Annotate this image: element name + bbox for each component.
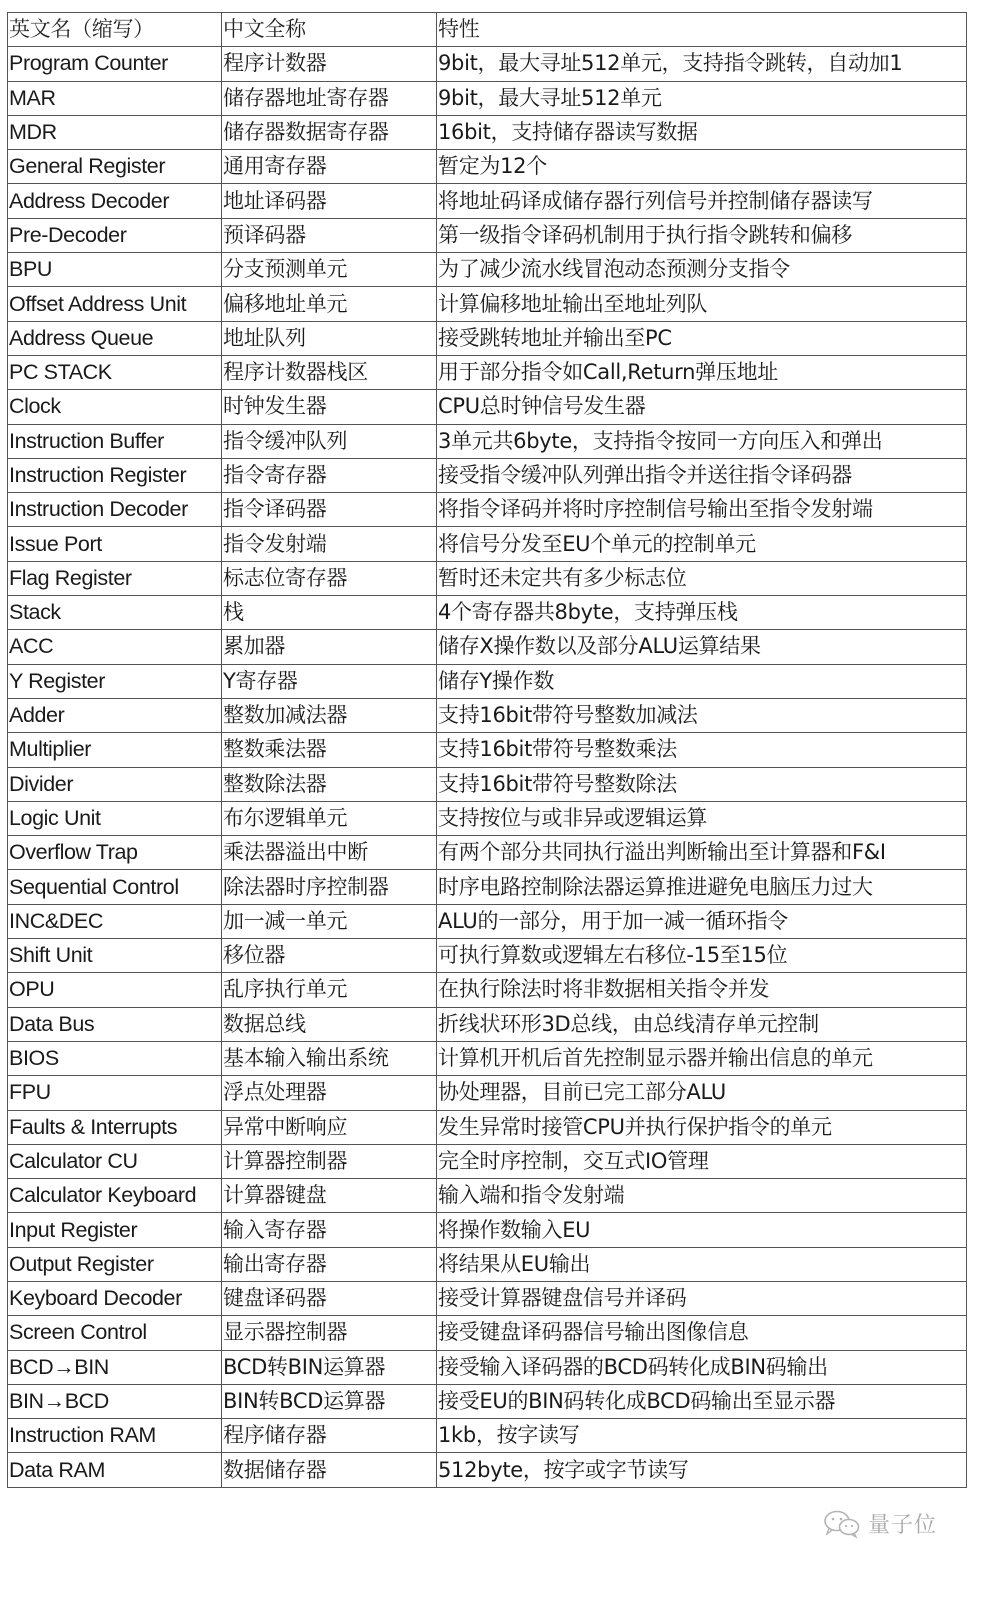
cell-english-name: PC STACK xyxy=(8,355,222,389)
cell-features: 为了减少流水线冒泡动态预测分支指令 xyxy=(437,253,967,287)
cell-english-name: Multiplier xyxy=(8,733,222,767)
table-row xyxy=(8,1041,967,1075)
cell-chinese-name: 累加器 xyxy=(222,630,437,664)
cell-chinese-name: 布尔逻辑单元 xyxy=(222,801,437,835)
cell-chinese-name: 计算器控制器 xyxy=(222,1144,437,1178)
cell-features: 协处理器，目前已完工部分ALU xyxy=(437,1076,967,1110)
table-row xyxy=(8,287,967,321)
cell-features: 支持16bit带符号整数除法 xyxy=(437,767,967,801)
watermark-text: 量子位 xyxy=(868,1513,938,1538)
cell-chinese-name: 地址队列 xyxy=(222,321,437,355)
cell-features: 时序电路控制除法器运算推进避免电脑压力过大 xyxy=(437,870,967,904)
cell-english-name: ACC xyxy=(8,630,222,664)
cell-features: 储存Y操作数 xyxy=(437,664,967,698)
cell-features: 9bit，最大寻址512单元 xyxy=(437,81,967,115)
table-row xyxy=(8,1110,967,1144)
cell-english-name: BPU xyxy=(8,253,222,287)
cell-chinese-name: 移位器 xyxy=(222,939,437,973)
cell-chinese-name: BIN转BCD运算器 xyxy=(222,1384,437,1418)
cell-features: 512byte，按字或字节读写 xyxy=(437,1453,967,1487)
table-row xyxy=(8,733,967,767)
cell-features: 计算偏移地址输出至地址列队 xyxy=(437,287,967,321)
table-row xyxy=(8,767,967,801)
cell-chinese-name: 预译码器 xyxy=(222,218,437,252)
cell-features: 计算机开机后首先控制显示器并输出信息的单元 xyxy=(437,1041,967,1075)
cell-english-name: Program Counter xyxy=(8,47,222,81)
cell-chinese-name: 指令缓冲队列 xyxy=(222,424,437,458)
table-row xyxy=(8,1281,967,1315)
cell-english-name: Flag Register xyxy=(8,561,222,595)
cell-english-name: BCD→BIN xyxy=(8,1350,222,1384)
table-row xyxy=(8,1179,967,1213)
cell-english-name: Y Register xyxy=(8,664,222,698)
cell-chinese-name: 指令译码器 xyxy=(222,493,437,527)
cell-features: 16bit，支持储存器读写数据 xyxy=(437,115,967,149)
cell-chinese-name: 程序储存器 xyxy=(222,1419,437,1453)
table-row xyxy=(8,150,967,184)
component-table-container xyxy=(7,12,966,1488)
cell-chinese-name: 时钟发生器 xyxy=(222,390,437,424)
cell-chinese-name: 栈 xyxy=(222,596,437,630)
cell-english-name: Sequential Control xyxy=(8,870,222,904)
cell-features: 1kb，按字读写 xyxy=(437,1419,967,1453)
wechat-icon xyxy=(822,1509,864,1539)
table-row xyxy=(8,1384,967,1418)
cell-features: 接受键盘译码器信号输出图像信息 xyxy=(437,1316,967,1350)
table-row xyxy=(8,1350,967,1384)
cell-english-name: Overflow Trap xyxy=(8,836,222,870)
table-row xyxy=(8,390,967,424)
cell-features: 在执行除法时将非数据相关指令并发 xyxy=(437,973,967,1007)
header-chinese-name: 中文全称 xyxy=(222,13,437,47)
cell-features: 支持16bit带符号整数加减法 xyxy=(437,698,967,732)
cell-chinese-name: 偏移地址单元 xyxy=(222,287,437,321)
table-row xyxy=(8,424,967,458)
table-row xyxy=(8,47,967,81)
cell-features: 接受输入译码器的BCD码转化成BIN码输出 xyxy=(437,1350,967,1384)
cell-features: 将信号分发至EU个单元的控制单元 xyxy=(437,527,967,561)
cell-english-name: Instruction Decoder xyxy=(8,493,222,527)
cell-english-name: Divider xyxy=(8,767,222,801)
cell-chinese-name: 计算器键盘 xyxy=(222,1179,437,1213)
cell-english-name: Logic Unit xyxy=(8,801,222,835)
table-row xyxy=(8,1453,967,1487)
cell-chinese-name: 整数除法器 xyxy=(222,767,437,801)
cell-english-name: Calculator CU xyxy=(8,1144,222,1178)
cell-english-name: MAR xyxy=(8,81,222,115)
table-row xyxy=(8,1419,967,1453)
table-row xyxy=(8,115,967,149)
cell-chinese-name: 输出寄存器 xyxy=(222,1247,437,1281)
cell-english-name: Instruction Buffer xyxy=(8,424,222,458)
cell-english-name: Issue Port xyxy=(8,527,222,561)
cell-english-name: Data RAM xyxy=(8,1453,222,1487)
table-row xyxy=(8,458,967,492)
cell-features: 将地址码译成储存器行列信号并控制储存器读写 xyxy=(437,184,967,218)
cell-features: ALU的一部分，用于加一减一循环指令 xyxy=(437,904,967,938)
cell-english-name: Offset Address Unit xyxy=(8,287,222,321)
cell-chinese-name: 输入寄存器 xyxy=(222,1213,437,1247)
cell-features: 储存X操作数以及部分ALU运算结果 xyxy=(437,630,967,664)
table-row xyxy=(8,973,967,1007)
cell-features: 4个寄存器共8byte，支持弹压栈 xyxy=(437,596,967,630)
cell-english-name: BIN→BCD xyxy=(8,1384,222,1418)
cell-chinese-name: 标志位寄存器 xyxy=(222,561,437,595)
table-row xyxy=(8,253,967,287)
table-row xyxy=(8,321,967,355)
cell-english-name: Adder xyxy=(8,698,222,732)
cell-chinese-name: 指令寄存器 xyxy=(222,458,437,492)
cell-features: 将操作数输入EU xyxy=(437,1213,967,1247)
table-row xyxy=(8,1076,967,1110)
cell-english-name: INC&DEC xyxy=(8,904,222,938)
table-row xyxy=(8,218,967,252)
cell-chinese-name: 数据总线 xyxy=(222,1007,437,1041)
cell-chinese-name: 储存器地址寄存器 xyxy=(222,81,437,115)
table-row xyxy=(8,81,967,115)
cell-features: 接受EU的BIN码转化成BCD码输出至显示器 xyxy=(437,1384,967,1418)
cell-english-name: Calculator Keyboard xyxy=(8,1179,222,1213)
cell-english-name: Clock xyxy=(8,390,222,424)
cell-features: 折线状环形3D总线，由总线清存单元控制 xyxy=(437,1007,967,1041)
cell-english-name: OPU xyxy=(8,973,222,1007)
cell-features: 发生异常时接管CPU并执行保护指令的单元 xyxy=(437,1110,967,1144)
cell-english-name: Instruction Register xyxy=(8,458,222,492)
cell-features: 第一级指令译码机制用于执行指令跳转和偏移 xyxy=(437,218,967,252)
cell-features: 暂时还未定共有多少标志位 xyxy=(437,561,967,595)
table-row xyxy=(8,801,967,835)
table-row xyxy=(8,836,967,870)
cell-chinese-name: 异常中断响应 xyxy=(222,1110,437,1144)
table-row xyxy=(8,493,967,527)
cell-english-name: Faults & Interrupts xyxy=(8,1110,222,1144)
table-row xyxy=(8,870,967,904)
cell-chinese-name: 通用寄存器 xyxy=(222,150,437,184)
cell-english-name: Pre-Decoder xyxy=(8,218,222,252)
cell-features: 暂定为12个 xyxy=(437,150,967,184)
table-row xyxy=(8,1144,967,1178)
header-english-name: 英文名（缩写） xyxy=(8,13,222,47)
cell-features: 接受指令缓冲队列弹出指令并送往指令译码器 xyxy=(437,458,967,492)
cell-features: 接受计算器键盘信号并译码 xyxy=(437,1281,967,1315)
cell-chinese-name: 键盘译码器 xyxy=(222,1281,437,1315)
cell-features: 将结果从EU输出 xyxy=(437,1247,967,1281)
cell-chinese-name: 除法器时序控制器 xyxy=(222,870,437,904)
cell-features: 9bit，最大寻址512单元，支持指令跳转，自动加1 xyxy=(437,47,967,81)
cell-chinese-name: 地址译码器 xyxy=(222,184,437,218)
cell-chinese-name: BCD转BIN运算器 xyxy=(222,1350,437,1384)
table-row xyxy=(8,630,967,664)
cell-english-name: Stack xyxy=(8,596,222,630)
cell-features: 支持按位与或非异或逻辑运算 xyxy=(437,801,967,835)
header-features: 特性 xyxy=(437,13,967,47)
cell-english-name: BIOS xyxy=(8,1041,222,1075)
cell-features: CPU总时钟信号发生器 xyxy=(437,390,967,424)
cell-features: 将指令译码并将时序控制信号输出至指令发射端 xyxy=(437,493,967,527)
cell-features: 完全时序控制，交互式IO管理 xyxy=(437,1144,967,1178)
cell-english-name: Output Register xyxy=(8,1247,222,1281)
watermark xyxy=(822,1508,937,1539)
table-row xyxy=(8,1316,967,1350)
cell-chinese-name: 指令发射端 xyxy=(222,527,437,561)
cell-chinese-name: 浮点处理器 xyxy=(222,1076,437,1110)
table-row xyxy=(8,561,967,595)
cell-chinese-name: 数据储存器 xyxy=(222,1453,437,1487)
table-row xyxy=(8,596,967,630)
cell-english-name: Keyboard Decoder xyxy=(8,1281,222,1315)
cell-english-name: Screen Control xyxy=(8,1316,222,1350)
cell-chinese-name: 加一减一单元 xyxy=(222,904,437,938)
table-row xyxy=(8,1007,967,1041)
table-row xyxy=(8,698,967,732)
cell-english-name: Address Decoder xyxy=(8,184,222,218)
cell-features: 支持16bit带符号整数乘法 xyxy=(437,733,967,767)
table-row xyxy=(8,527,967,561)
cell-chinese-name: 乱序执行单元 xyxy=(222,973,437,1007)
cell-english-name: MDR xyxy=(8,115,222,149)
cpu-component-table xyxy=(7,12,967,1488)
cell-english-name: Input Register xyxy=(8,1213,222,1247)
table-row xyxy=(8,184,967,218)
table-row xyxy=(8,904,967,938)
cell-chinese-name: 分支预测单元 xyxy=(222,253,437,287)
cell-chinese-name: Y寄存器 xyxy=(222,664,437,698)
cell-english-name: FPU xyxy=(8,1076,222,1110)
cell-features: 3单元共6byte，支持指令按同一方向压入和弹出 xyxy=(437,424,967,458)
cell-chinese-name: 程序计数器 xyxy=(222,47,437,81)
cell-chinese-name: 基本输入输出系统 xyxy=(222,1041,437,1075)
table-row xyxy=(8,939,967,973)
cell-english-name: Address Queue xyxy=(8,321,222,355)
cell-chinese-name: 显示器控制器 xyxy=(222,1316,437,1350)
table-row xyxy=(8,1247,967,1281)
table-header-row xyxy=(8,13,967,47)
cell-english-name: Data Bus xyxy=(8,1007,222,1041)
cell-chinese-name: 程序计数器栈区 xyxy=(222,355,437,389)
table-row xyxy=(8,664,967,698)
cell-features: 用于部分指令如Call,Return弹压地址 xyxy=(437,355,967,389)
cell-features: 有两个部分共同执行溢出判断输出至计算器和F&I xyxy=(437,836,967,870)
cell-english-name: Shift Unit xyxy=(8,939,222,973)
table-row xyxy=(8,1213,967,1247)
cell-english-name: Instruction RAM xyxy=(8,1419,222,1453)
cell-chinese-name: 储存器数据寄存器 xyxy=(222,115,437,149)
cell-english-name: General Register xyxy=(8,150,222,184)
table-row xyxy=(8,355,967,389)
cell-features: 接受跳转地址并输出至PC xyxy=(437,321,967,355)
cell-features: 可执行算数或逻辑左右移位-15至15位 xyxy=(437,939,967,973)
cell-features: 输入端和指令发射端 xyxy=(437,1179,967,1213)
cell-chinese-name: 乘法器溢出中断 xyxy=(222,836,437,870)
cell-chinese-name: 整数加减法器 xyxy=(222,698,437,732)
cell-chinese-name: 整数乘法器 xyxy=(222,733,437,767)
